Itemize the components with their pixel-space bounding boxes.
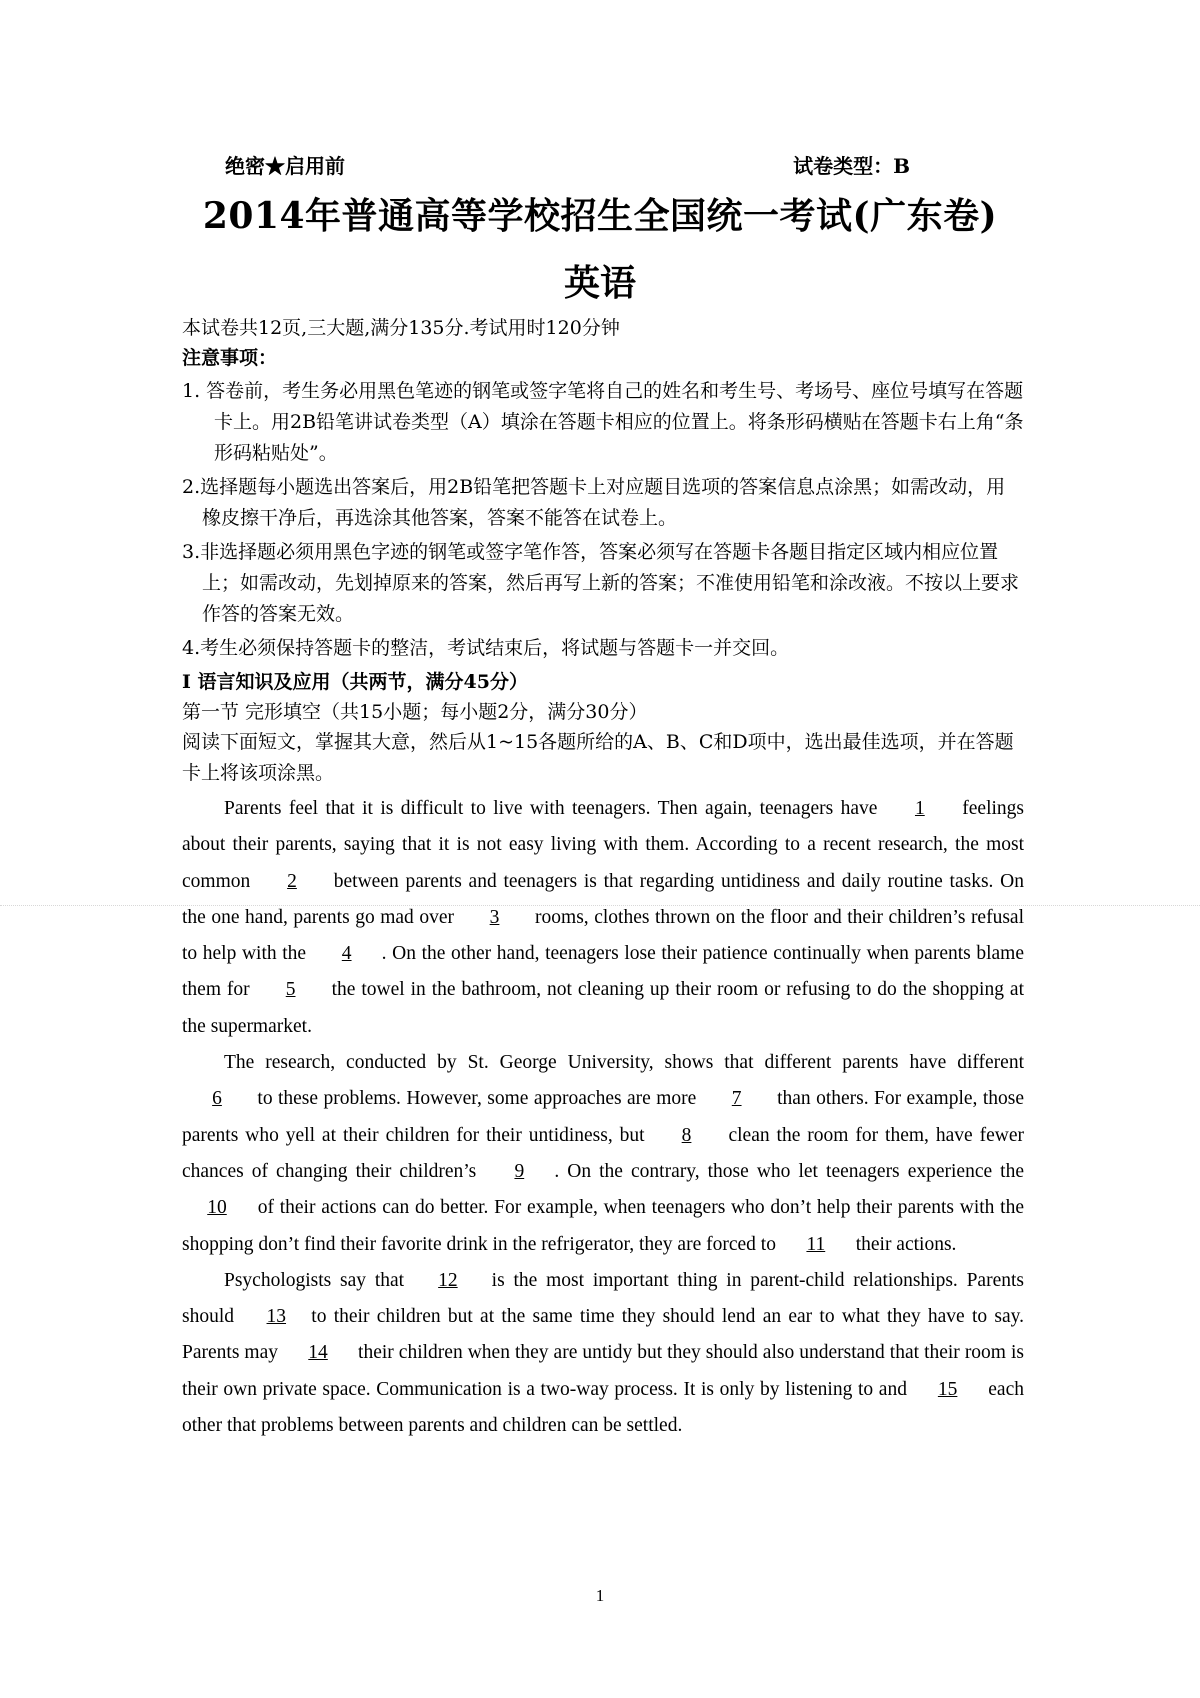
exam-info: 本试卷共12页,三大题,满分135分.考试用时120分钟 (182, 317, 620, 339)
blank-15: 15 (937, 1378, 958, 1400)
blank-3: 3 (489, 906, 500, 928)
blank-11: 11 (806, 1233, 826, 1255)
passage-text: Parents feel that it is difficult to live with teenagers. Then again, teenagers have (224, 798, 885, 819)
blank-10: 10 (207, 1197, 227, 1219)
passage-text: The research, conducted by St. George University, shows that different parents have different (224, 1052, 1024, 1074)
passage-text: their actions. (850, 1233, 957, 1255)
blank-12: 12 (438, 1269, 458, 1291)
passage-text: between parents and teenagers is that regarding untidiness and daily routine tasks. On the one hand, parents go mad over (182, 870, 1024, 928)
header-line (225, 150, 910, 182)
exam-body (182, 313, 1024, 1444)
notes-heading: 注意事项： (182, 347, 278, 369)
note-item: 3.非选择题必须用黑色字迹的钢笔或签字笔作答，答案必须写在答题卡各题目指定区域内相应位置上；如需改动，先划掉原来的答案，然后再写上新的答案；不准使用铅笔和涂改液。不按以上要求作答的答案无效。 (182, 541, 1020, 625)
page-number: 1 (595, 1586, 605, 1605)
exam-title: 2014年普通高等学校招生全国统一考试(广东卷) (202, 195, 998, 237)
passage-text: the towel in the bathroom, not cleaning up their room or refusing to do the shopping at the supermarket. (182, 979, 1024, 1037)
passage-paragraph-3 (182, 1263, 1024, 1444)
note-item: 1. 答卷前，考生务必用黑色笔迹的钢笔或签字笔将自己的姓名和考生号、考场号、座位号填写在答题卡上。用2B铅笔讲试卷类型（A）填涂在答题卡相应的位置上。将条形码横贴在答题卡右上角“条形码粘贴处”。 (182, 380, 1024, 464)
confidential-label: 绝密★启用前 (225, 154, 345, 178)
blank-4: 4 (341, 943, 352, 965)
blank-7: 7 (731, 1088, 742, 1110)
note-item: 4.考生必须保持答题卡的整洁，考试结束后，将试题与答题卡一并交回。 (182, 637, 790, 659)
passage-text: rooms, clothes thrown on the floor and their children’s refusal to help with the (182, 906, 1024, 965)
section-heading: I 语言知识及应用（共两节，满分45分） (182, 671, 528, 693)
passage-paragraph-1 (182, 791, 1024, 1045)
passage-text: . On the contrary, those who let teenagers experience the (554, 1160, 1025, 1182)
passage-paragraph-2 (182, 1045, 1024, 1263)
paper-type-label: 试卷类型：B (793, 154, 910, 178)
passage-text: than others. For example, those parents who yell at their children for their untidiness, but (182, 1088, 1024, 1146)
blank-5: 5 (285, 979, 296, 1001)
blank-8: 8 (681, 1124, 692, 1146)
passage-text: their children when they are untidy but they should also understand that their room is their own private space. Communication is a two-way process. It is only by listening to and (182, 1342, 1025, 1400)
blank-2: 2 (287, 870, 297, 892)
blank-6: 6 (212, 1088, 222, 1110)
passage-text: to these problems. However, some approaches are more (252, 1088, 702, 1110)
blank-9: 9 (514, 1160, 525, 1182)
passage-text: Psychologists say that (224, 1269, 413, 1291)
passage-text: of their actions can do better. For example, when teenagers who don’t help their parents with the shopping don’t find their favorite drink in the refrigerator, they are forced to (182, 1197, 1024, 1255)
passage-text: feelings about their parents, saying that it is not easy living with them. According to a recent research, the most common (182, 798, 1024, 892)
passage-text: . On the other hand, teenagers lose their patience continually when parents blame them for (182, 943, 1024, 1001)
part-heading: 第一节 完形填空（共15小题；每小题2分，满分30分） (182, 701, 648, 723)
blank-13: 13 (266, 1306, 287, 1328)
note-item: 2.选择题每小题选出答案后，用2B铅笔把答题卡上对应题目选项的答案信息点涂黑；如需改动，用橡皮擦干净后，再选涂其他答案，答案不能答在试卷上。 (182, 476, 1006, 529)
blank-1: 1 (914, 798, 925, 819)
passage-text: clean the room for them, have fewer chances of changing their children’s (182, 1124, 1024, 1182)
instructions: 阅读下面短文，掌握其大意，然后从1~15各题所给的A、B、C和D项中，选出最佳选项，并在答题卡上将该项涂黑。 (182, 731, 1014, 784)
passage-text: each other that problems between parents and children can be settled. (182, 1378, 1024, 1437)
passage-text: to their children but at the same time they should lend an ear to what they have to say. Parents may (182, 1306, 1024, 1364)
subject-title: 英语 (563, 262, 636, 304)
passage-text: is the most important thing in parent-child relationships. Parents should (182, 1269, 1024, 1328)
blank-14: 14 (308, 1342, 328, 1364)
